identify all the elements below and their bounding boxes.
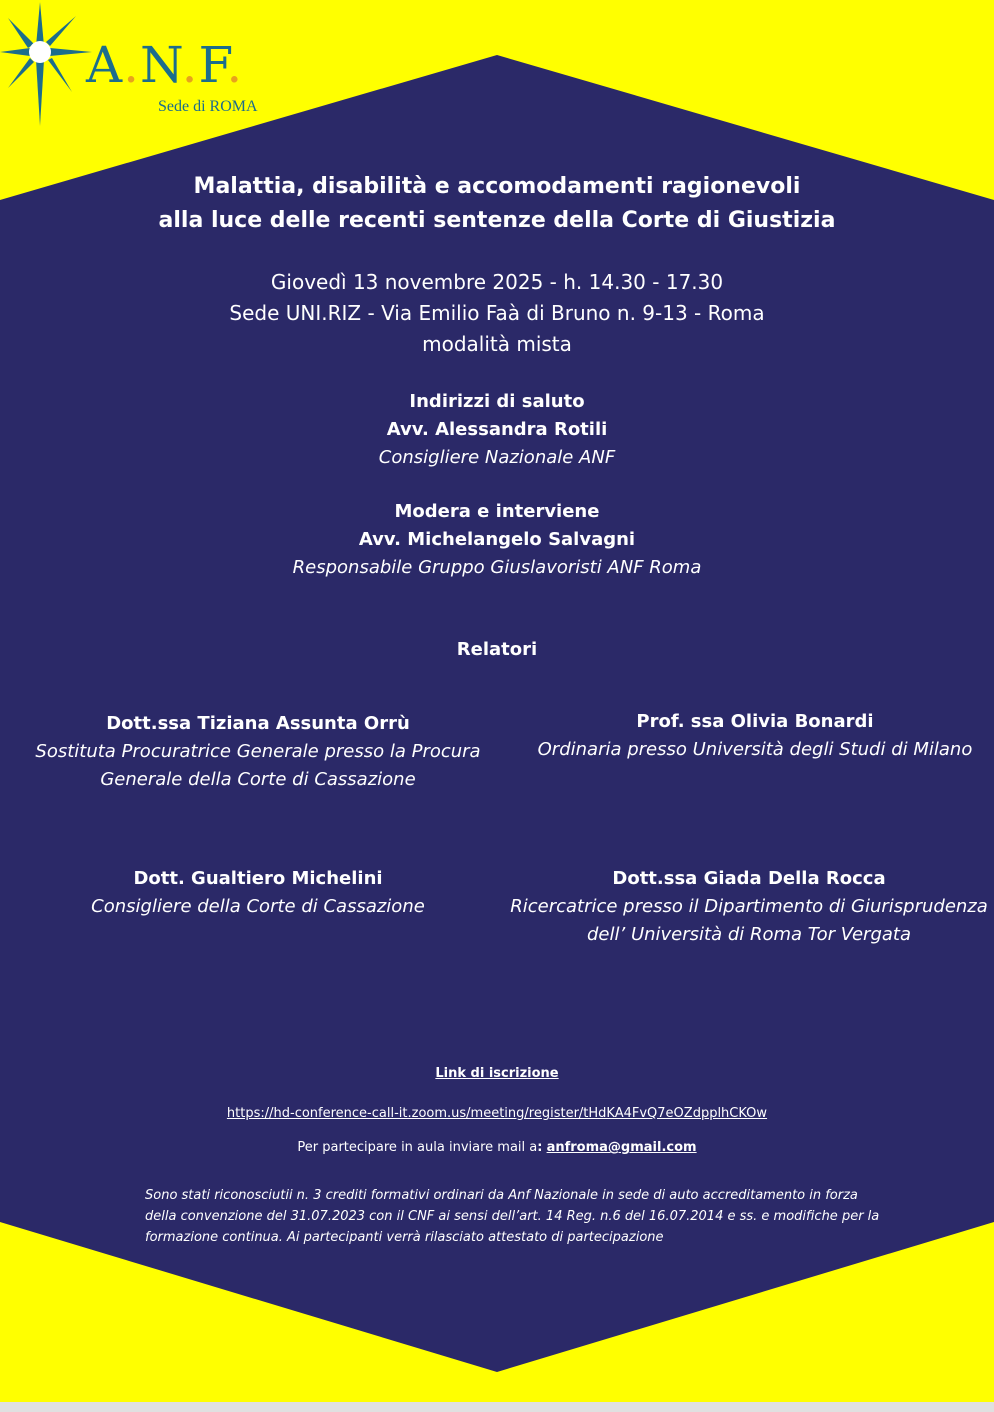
speaker-card	[20, 865, 496, 921]
greetings-section	[0, 388, 994, 472]
speaker-role: Sostituta Procuratrice Generale presso la Procura	[35, 741, 481, 762]
moderator-role: Responsabile Gruppo Giuslavoristi ANF Roma	[292, 557, 702, 578]
mail-row	[0, 1140, 994, 1155]
logo-subtitle: Sede di ROMA	[158, 98, 258, 115]
anf-logo-text: A.N.F.	[86, 36, 244, 94]
event-info	[0, 267, 994, 360]
speaker-role: dell’ Università di Roma Tor Vergata	[587, 924, 911, 945]
moderator-label: Modera e interviene	[394, 501, 600, 522]
note-line-2: della convenzione del 31.07.2023 con il CNF ai sensi dell’art. 14 Reg. n.6 del 16.07.2014 e ss. e modifiche per la	[145, 1209, 880, 1224]
speaker-role: Consigliere della Corte di Cassazione	[91, 896, 425, 917]
speakers-label: Relatori	[456, 639, 538, 660]
speaker-name: Prof. ssa Olivia Bonardi	[636, 711, 874, 732]
speaker-role: Generale della Corte di Cassazione	[100, 769, 416, 790]
mail-prefix: Per partecipare in aula inviare mail a	[297, 1140, 538, 1155]
moderator-name: Avv. Michelangelo Salvagni	[358, 529, 636, 550]
speaker-name: Dott. Gualtiero Michelini	[133, 868, 383, 889]
registration-link-row	[0, 1102, 994, 1121]
registration-label	[0, 1062, 994, 1081]
speaker-role: Ricercatrice presso il Dipartimento di Giurisprudenza	[510, 896, 988, 917]
email-link[interactable]: anfroma@gmail.com	[546, 1140, 697, 1155]
event-location: Sede UNI.RIZ - Via Emilio Faà di Bruno n. 9-13 - Roma	[229, 301, 765, 325]
event-title	[0, 170, 994, 238]
greetings-role: Consigliere Nazionale ANF	[378, 447, 616, 468]
anf-logo	[0, 0, 280, 130]
note-line-1: Sono stati riconosciutii n. 3 crediti formativi ordinari da Anf Nazionale in sede di auto accreditamento in forza	[145, 1188, 858, 1203]
title-line-2: alla luce delle recenti sentenze della Corte di Giustizia	[158, 208, 836, 233]
registration-label-text: Link di iscrizione	[435, 1066, 559, 1081]
greetings-label: Indirizzi di saluto	[409, 391, 585, 412]
greetings-name: Avv. Alessandra Rotili	[386, 419, 608, 440]
registration-link[interactable]: https://hd-conference-call-it.zoom.us/meeting/register/tHdKA4FvQ7eOZdpplhCKOw	[226, 1106, 768, 1121]
speaker-card	[20, 710, 496, 794]
bottom-strip	[0, 1402, 994, 1412]
event-date: Giovedì 13 novembre 2025 - h. 14.30 - 17.30	[270, 270, 724, 294]
title-line-1: Malattia, disabilità e accomodamenti ragionevoli	[193, 174, 801, 199]
speaker-card	[515, 708, 994, 764]
event-mode: modalità mista	[422, 332, 572, 356]
note-line-3: formazione continua. Ai partecipanti verrà rilasciato attestato di partecipazione	[145, 1230, 664, 1245]
speaker-name: Dott.ssa Giada Della Rocca	[612, 868, 886, 889]
speaker-card	[505, 865, 993, 949]
mail-colon: :	[537, 1140, 543, 1155]
moderator-section	[0, 498, 994, 582]
credits-note	[145, 1185, 925, 1248]
speaker-role: Ordinaria presso Università degli Studi di Milano	[537, 739, 973, 760]
speaker-name: Dott.ssa Tiziana Assunta Orrù	[106, 713, 410, 734]
star-burst-icon	[0, 0, 100, 130]
